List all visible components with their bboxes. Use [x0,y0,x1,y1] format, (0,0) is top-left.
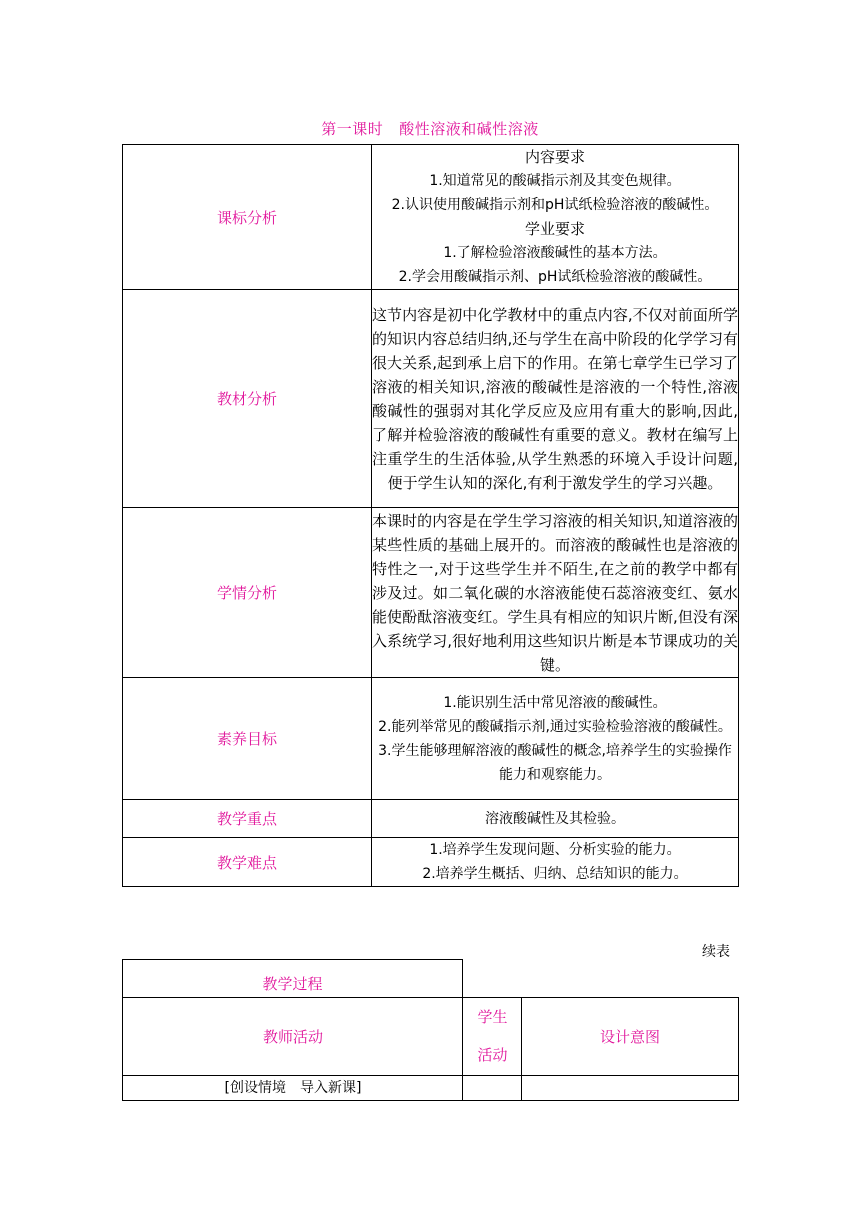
row-content [372,290,739,508]
title-lesson: 第一课时 [321,120,384,138]
title-topic: 酸性溶液和碱性溶液 [399,120,539,138]
table-row [123,838,739,887]
process-first-row: [创设情境 导入新课] [224,1080,362,1096]
teacher-activity-header [122,997,463,1076]
teacher-activity-label: 教师活动 [262,1028,323,1046]
paragraph: 这节内容是初中化学教材中的重点内容,不仅对前面所学的知识内容总结归纳,还与学生在高中阶段的化学学习有很大关系,起到承上启下的作用。在第七章学生已学习了溶液的相关知识,溶液的酸碱性是溶液的一个特性,溶液酸碱性的强弱对其化学反应及应用有重大的影响,因此,了解并检验溶液的酸碱性有重要的意义。教材在编写上注重学生的生活体验,从学生熟悉的环境入手设计问题,便于学生认知的深化,有利于激发学生的学习兴趣。 [372,305,738,492]
table-row [123,290,739,508]
table-row [123,800,739,838]
row-content [372,838,739,887]
list-item: 2.能列举常见的酸碱指示剂,通过实验检验溶液的酸碱性。 [378,718,732,735]
list-item: 1.知道常见的酸碱指示剂及其变色规律。 [429,173,681,189]
process-header [122,959,463,998]
row-content [372,678,739,800]
process-cell-teacher [122,1075,463,1101]
list-item: 1.了解检验溶液酸碱性的基本方法。 [443,245,667,261]
design-intent-label: 设计意图 [599,1028,660,1046]
analysis-table [122,144,739,887]
continued-label: 续表 [702,944,730,960]
row-label: 教学重点 [123,800,372,838]
process-cell-intent [521,1075,739,1101]
student-activity-label-1: 学生 [477,1008,508,1026]
list-item: 2.学会用酸碱指示剂、pH试纸检验溶液的酸碱性。 [398,269,712,285]
page-title [0,118,860,139]
row-label: 教材分析 [123,290,372,508]
row-label: 教学难点 [123,838,372,887]
row-content [372,145,739,290]
list-item: 3.学生能够理解溶液的酸碱性的概念,培养学生的实验操作能力和观察能力。 [378,742,732,783]
row-label: 学情分析 [123,508,372,678]
row-content [372,508,739,678]
design-intent-header [521,997,739,1076]
row-label: 素养目标 [123,678,372,800]
paragraph: 本课时的内容是在学生学习溶液的相关知识,知道溶液的某些性质的基础上展开的。而溶液的酸碱性也是溶液的特性之一,对于这些学生并不陌生,在之前的教学中都有涉及过。如二氧化碳的水溶液能使石蕊溶液变红、氨水能使酚酞溶液变红。学生具有相应的知识片断,但没有深入系统学习,很好地利用这些知识片断是本节课成功的关键。 [372,511,738,674]
process-cell-student [462,1075,522,1101]
subheading: 内容要求 [524,148,585,166]
list-item: 2.认识使用酸碱指示剂和pH试纸检验溶液的酸碱性。 [391,197,719,213]
subheading: 学业要求 [524,220,585,238]
table-row [123,145,739,290]
list-item: 溶液酸碱性及其检验。 [485,810,625,827]
table-row [123,678,739,800]
table-row [123,508,739,678]
list-item: 2.培养学生概括、归纳、总结知识的能力。 [422,866,688,882]
list-item: 1.培养学生发现问题、分析实验的能力。 [429,842,681,858]
student-activity-header [462,997,522,1076]
process-table [122,959,739,1101]
row-content [372,800,739,838]
row-label: 课标分析 [123,145,372,290]
process-header-label: 教学过程 [262,975,323,993]
student-activity-label-2: 活动 [477,1046,508,1064]
list-item: 1.能识别生活中常见溶液的酸碱性。 [443,694,667,711]
